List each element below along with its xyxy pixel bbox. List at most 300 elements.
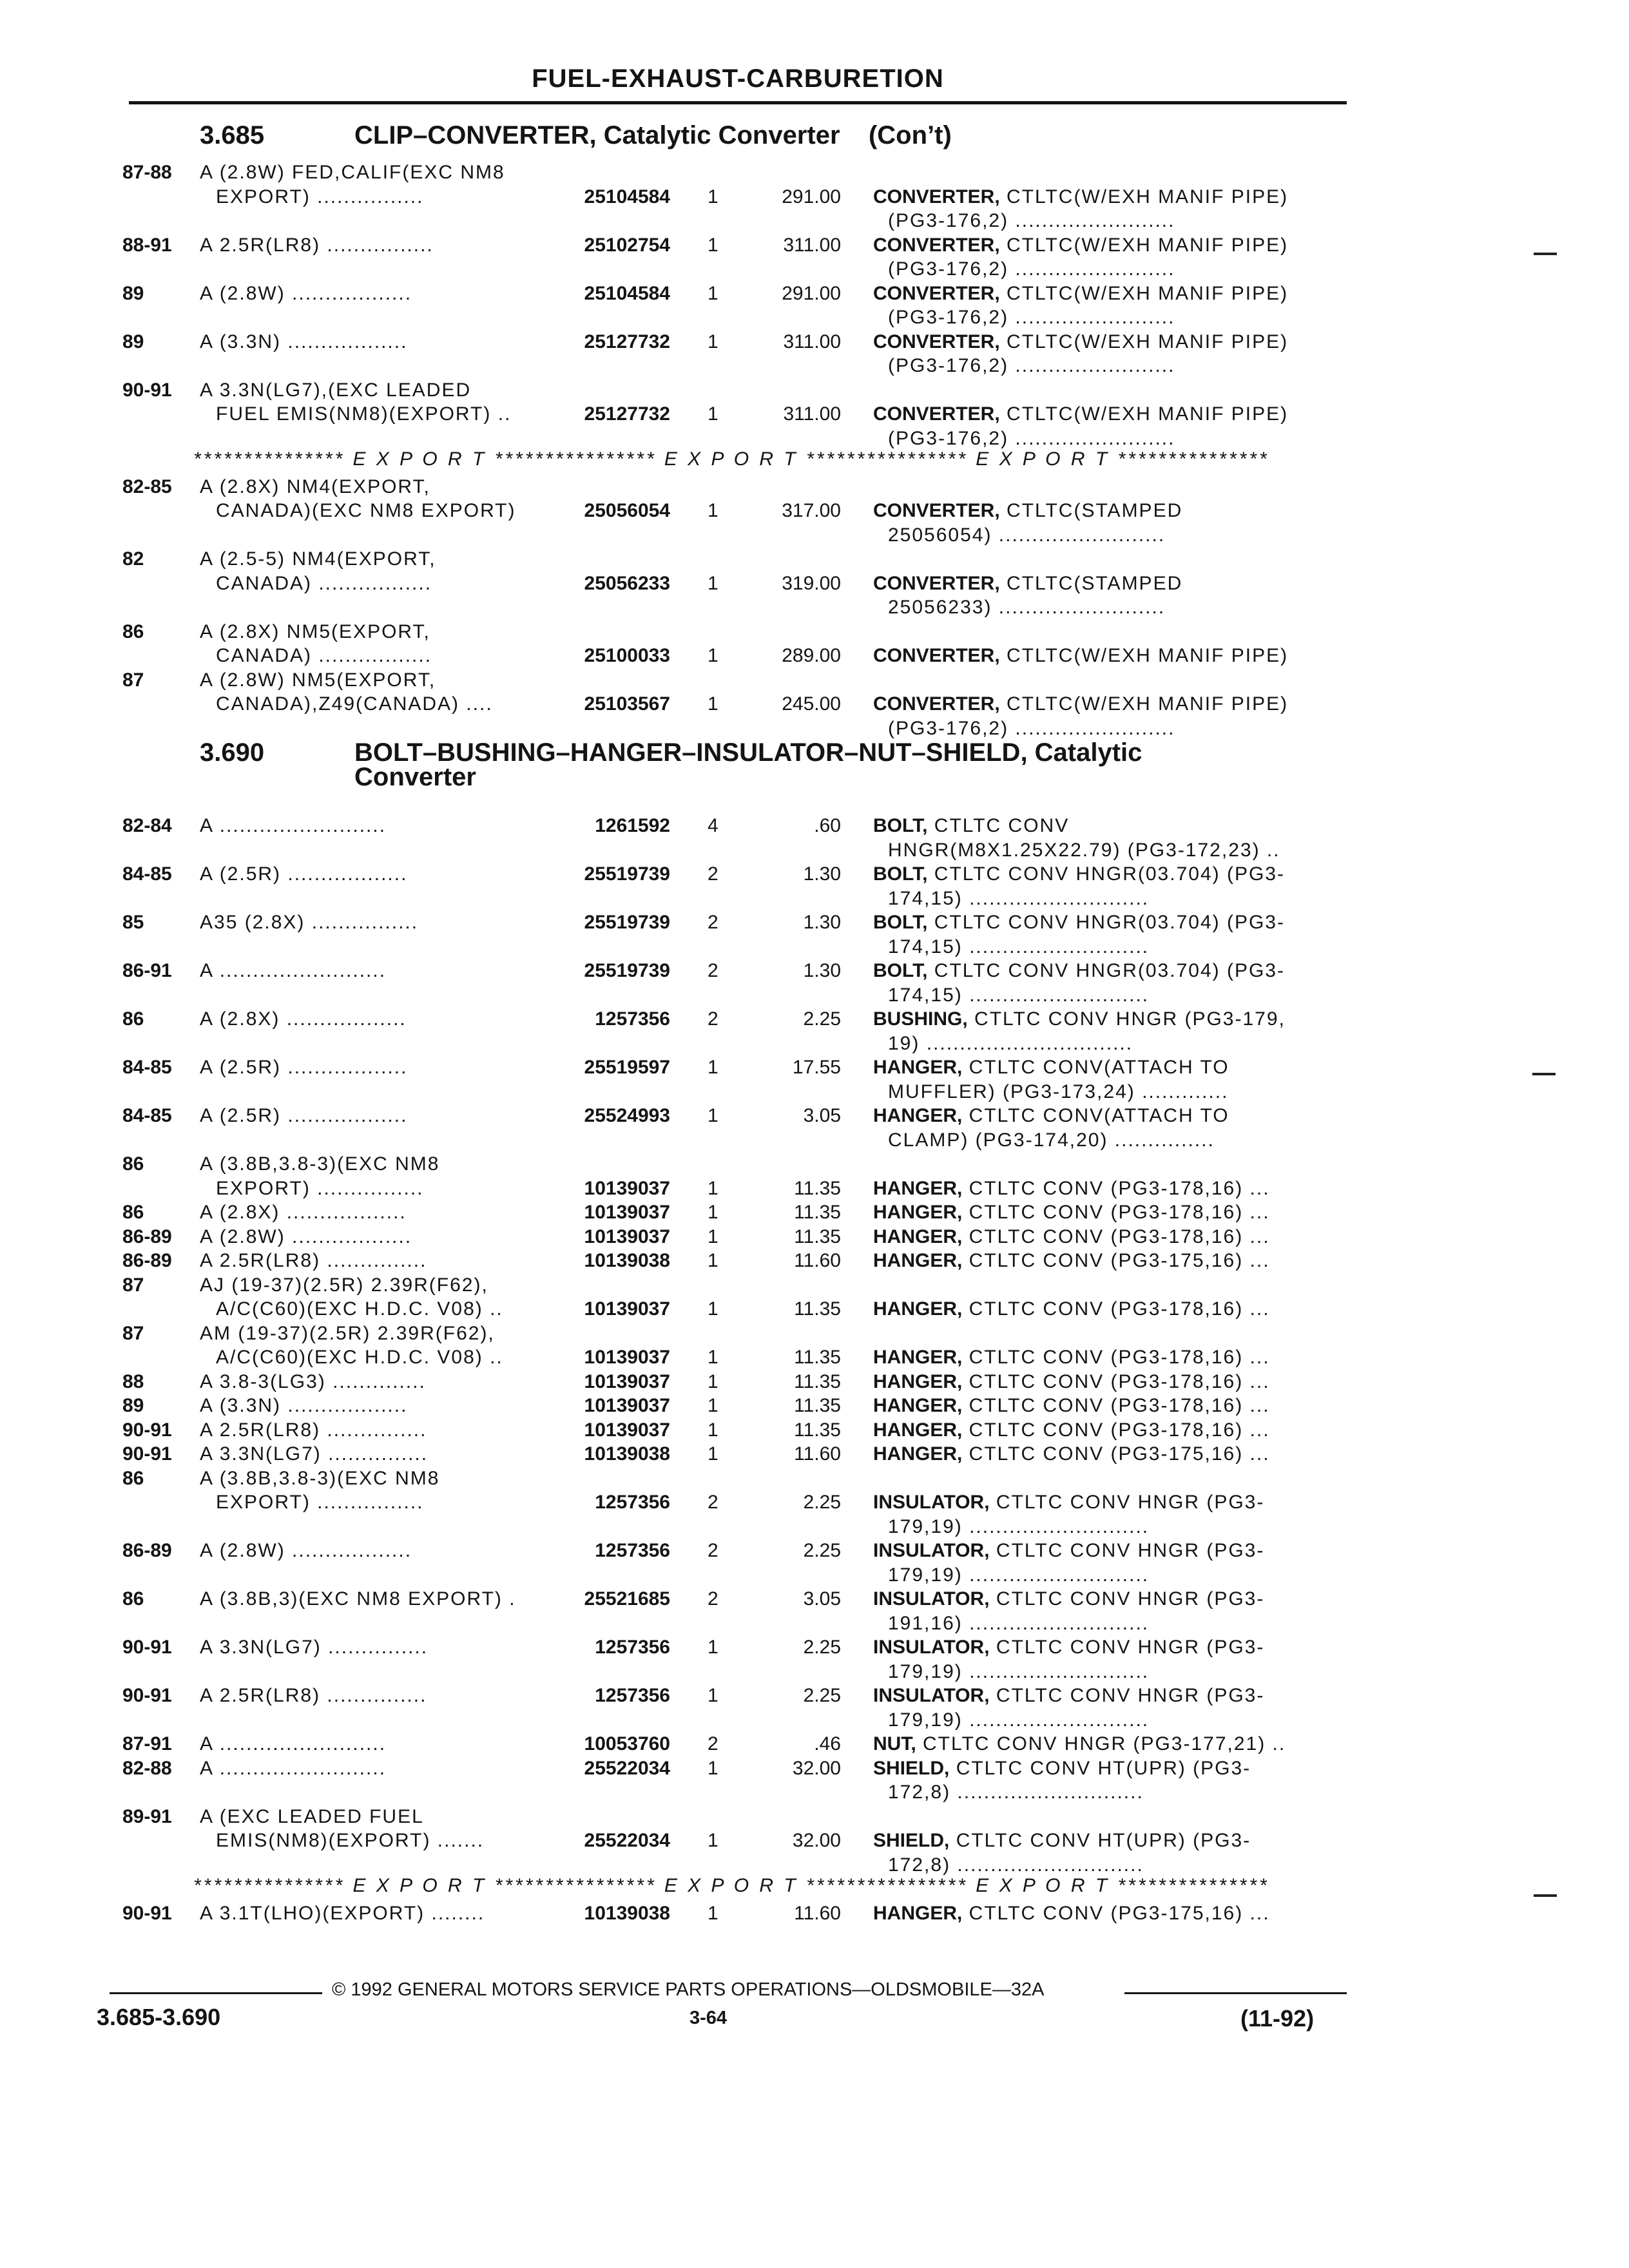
- part-description: [888, 717, 1175, 740]
- part-number: 10139037: [584, 1419, 670, 1441]
- part-name: HANGER,: [873, 1902, 963, 1924]
- model-years: 82-84: [122, 815, 172, 836]
- quantity: 1: [708, 1250, 718, 1271]
- model-years: 89: [122, 331, 144, 352]
- part-detail: CTLTC CONV HNGR (PG3-: [989, 1637, 1265, 1658]
- price: .60: [814, 815, 841, 836]
- part-detail: CTLTC(W/EXH MANIF PIPE): [999, 186, 1289, 207]
- part-number: 10139037: [584, 1298, 670, 1320]
- part-description: [873, 282, 1288, 305]
- part-description: [888, 209, 1175, 233]
- part-name: INSULATOR,: [873, 1588, 990, 1610]
- part-name: HANGER,: [873, 1419, 963, 1441]
- part-description: [888, 354, 1175, 378]
- part-detail: CTLTC CONV (PG3-178,16) ...: [962, 1395, 1270, 1416]
- model-description: EMIS(NM8)(EXPORT) .......: [216, 1830, 485, 1851]
- part-description: [888, 1709, 1149, 1732]
- part-number: 10139038: [584, 1902, 670, 1924]
- part-name: HANGER,: [873, 1443, 963, 1465]
- model-description: A .........................: [200, 1757, 387, 1779]
- model-description: A (2.5R) ..................: [200, 1057, 408, 1078]
- part-description: [888, 306, 1175, 329]
- part-description: [888, 1612, 1149, 1635]
- part-detail: CTLTC(W/EXH MANIF PIPE): [999, 403, 1289, 425]
- part-name: HANGER,: [873, 1177, 963, 1199]
- part-detail: 172,8) ............................: [888, 1854, 1144, 1876]
- part-name: HANGER,: [873, 1250, 963, 1271]
- part-name: BOLT,: [873, 815, 928, 836]
- part-name: CONVERTER,: [873, 234, 1000, 256]
- part-number: 1257356: [595, 1540, 670, 1561]
- part-detail: CTLTC CONV HNGR (PG3-177,21) ..: [916, 1733, 1286, 1754]
- part-detail: (PG3-176,2) ........................: [888, 210, 1175, 231]
- part-name: CONVERTER,: [873, 500, 1000, 521]
- part-detail: CTLTC CONV HNGR(03.704) (PG3-: [927, 960, 1285, 981]
- model-description: A/C(C60)(EXC H.D.C. V08) ..: [216, 1347, 503, 1368]
- model-years: 90-91: [122, 1685, 172, 1706]
- model-years: 90-91: [122, 1443, 172, 1465]
- part-detail: CTLTC CONV HNGR (PG3-: [989, 1588, 1265, 1610]
- footer-section-range: 3.685-3.690: [97, 2004, 221, 2030]
- part-detail: CTLTC(STAMPED: [999, 572, 1183, 594]
- quantity: 1: [708, 282, 718, 304]
- part-description: [873, 1225, 1270, 1249]
- part-description: [888, 258, 1175, 281]
- part-description: [873, 1443, 1270, 1466]
- quantity: 1: [708, 1177, 718, 1199]
- model-description: CANADA)(EXC NM8 EXPORT): [216, 500, 516, 521]
- part-detail: CTLTC CONV HT(UPR) (PG3-: [949, 1830, 1251, 1851]
- part-number: 10139037: [584, 1370, 670, 1392]
- part-number: 25104584: [584, 186, 670, 207]
- model-years: 86: [122, 1153, 144, 1175]
- quantity: 1: [708, 1347, 718, 1368]
- quantity: 1: [708, 234, 718, 256]
- price: 11.35: [794, 1347, 841, 1368]
- part-detail: 191,16) ...........................: [888, 1612, 1150, 1634]
- part-description: [873, 693, 1288, 716]
- quantity: 1: [708, 1443, 718, 1465]
- quantity: 1: [708, 1637, 718, 1658]
- quantity: 2: [708, 1540, 718, 1561]
- model-description: A (2.8X) NM4(EXPORT,: [200, 476, 430, 497]
- model-years: 86: [122, 620, 144, 642]
- model-description: A (3.8B,3.8-3)(EXC NM8: [200, 1153, 440, 1175]
- model-description: A/C(C60)(EXC H.D.C. V08) ..: [216, 1298, 503, 1320]
- part-detail: 25056233) .........................: [888, 597, 1166, 618]
- part-number: 1257356: [595, 1008, 670, 1030]
- price: 2.25: [803, 1492, 841, 1513]
- part-detail: CTLTC CONV (PG3-178,16) ...: [962, 1370, 1270, 1392]
- price: 311.00: [783, 331, 841, 352]
- model-description: FUEL EMIS(NM8)(EXPORT) ..: [216, 403, 512, 425]
- model-description: AJ (19-37)(2.5R) 2.39R(F62),: [200, 1274, 488, 1296]
- model-description: A .........................: [200, 960, 387, 981]
- part-detail: MUFFLER) (PG3-173,24) .............: [888, 1081, 1229, 1102]
- part-detail: CTLTC CONV (PG3-178,16) ...: [962, 1225, 1270, 1247]
- part-number: 10139037: [584, 1177, 670, 1199]
- part-detail: 179,19) ...........................: [888, 1660, 1150, 1682]
- part-description: [873, 1491, 1264, 1514]
- part-name: CONVERTER,: [873, 403, 1000, 425]
- model-years: 86-89: [122, 1250, 172, 1271]
- part-name: CONVERTER,: [873, 186, 1000, 207]
- part-description: [873, 959, 1285, 983]
- price: 11.35: [794, 1177, 841, 1199]
- price: 11.60: [794, 1902, 841, 1924]
- model-description: A 2.5R(LR8) ...............: [200, 1419, 427, 1441]
- model-years: 86-91: [122, 960, 172, 981]
- part-detail: CTLTC CONV HNGR (PG3-: [989, 1492, 1265, 1513]
- model-years: 89: [122, 1395, 144, 1416]
- part-detail: CTLTC CONV (PG3-175,16) ...: [962, 1443, 1270, 1465]
- model-years: 84-85: [122, 1105, 172, 1126]
- part-detail: CTLTC CONV (PG3-178,16) ...: [962, 1419, 1270, 1441]
- part-detail: CTLTC(STAMPED: [999, 500, 1183, 521]
- model-years: 86: [122, 1008, 144, 1030]
- part-description: [873, 1636, 1264, 1659]
- price: 311.00: [783, 234, 841, 256]
- part-name: CONVERTER,: [873, 572, 1000, 594]
- footer-rule-left: [110, 1992, 322, 1994]
- part-description: [873, 186, 1288, 209]
- price: 317.00: [782, 500, 841, 521]
- price: 2.25: [803, 1685, 841, 1706]
- footer-rule-right: [1124, 1992, 1347, 1994]
- model-description: A (2.5R) ..................: [200, 1105, 408, 1126]
- price: 291.00: [782, 282, 841, 304]
- part-description: [888, 1081, 1228, 1104]
- part-detail: CTLTC CONV HNGR (PG3-: [989, 1685, 1265, 1706]
- model-description: A 3.8-3(LG3) ..............: [200, 1370, 426, 1392]
- part-name: HANGER,: [873, 1347, 963, 1368]
- part-description: [888, 887, 1149, 910]
- model-description: A (3.3N) ..................: [200, 331, 408, 352]
- part-description: [873, 234, 1288, 257]
- quantity: 1: [708, 1105, 718, 1126]
- part-detail: CTLTC(W/EXH MANIF PIPE): [999, 645, 1289, 666]
- part-number: 25519739: [584, 960, 670, 981]
- part-detail: CTLTC CONV: [927, 815, 1070, 836]
- model-years: 90-91: [122, 379, 172, 401]
- model-description: A .........................: [200, 815, 387, 836]
- part-number: 10053760: [584, 1733, 670, 1754]
- part-detail: CTLTC CONV (PG3-175,16) ...: [962, 1250, 1270, 1271]
- part-name: NUT,: [873, 1733, 916, 1754]
- part-name: SHIELD,: [873, 1830, 950, 1851]
- part-detail: CTLTC(W/EXH MANIF PIPE): [999, 331, 1289, 352]
- quantity: 1: [708, 1370, 718, 1392]
- part-name: HANGER,: [873, 1202, 963, 1223]
- part-detail: CTLTC CONV (PG3-175,16) ...: [962, 1902, 1270, 1924]
- model-description: A 2.5R(LR8) ...............: [200, 1685, 427, 1706]
- model-description: A 2.5R(LR8) ...............: [200, 1250, 427, 1271]
- price: 11.35: [794, 1298, 841, 1320]
- part-number: 10139038: [584, 1250, 670, 1271]
- part-number: 25103567: [584, 693, 670, 715]
- part-detail: CTLTC CONV HNGR (PG3-179,: [967, 1008, 1286, 1030]
- quantity: 2: [708, 912, 718, 933]
- part-description: [873, 1757, 1251, 1780]
- model-years: 82-85: [122, 476, 172, 497]
- model-description: A (2.8X) NM5(EXPORT,: [200, 620, 430, 642]
- part-name: CONVERTER,: [873, 331, 1000, 352]
- quantity: 1: [708, 1757, 718, 1779]
- price: 2.25: [803, 1540, 841, 1561]
- part-detail: CTLTC CONV HNGR(03.704) (PG3-: [927, 863, 1285, 885]
- model-years: 90-91: [122, 1902, 172, 1924]
- part-number: 25524993: [584, 1105, 670, 1126]
- quantity: 1: [708, 1685, 718, 1706]
- model-years: 86: [122, 1588, 144, 1610]
- part-description: [873, 1298, 1270, 1321]
- margin-mark: [1532, 1073, 1556, 1075]
- quantity: 1: [708, 403, 718, 425]
- section-heading: BOLT–BUSHING–HANGER–INSULATOR–NUT–SHIELD, Catalytic: [354, 738, 1142, 767]
- part-detail: (PG3-176,2) ........................: [888, 427, 1175, 449]
- quantity: 1: [708, 1395, 718, 1416]
- part-description: [873, 1249, 1270, 1273]
- part-description: [888, 1660, 1149, 1684]
- footer-date: (11-92): [1240, 2005, 1315, 2032]
- price: 2.25: [803, 1008, 841, 1030]
- part-description: [873, 1177, 1270, 1200]
- quantity: 1: [708, 186, 718, 207]
- price: 1.30: [803, 863, 841, 885]
- quantity: 2: [708, 863, 718, 885]
- part-description: [873, 644, 1288, 668]
- part-name: HANGER,: [873, 1370, 963, 1392]
- quantity: 1: [708, 1298, 718, 1320]
- part-description: [888, 596, 1165, 619]
- model-description: A .........................: [200, 1733, 387, 1754]
- part-detail: 174,15) ...........................: [888, 887, 1150, 909]
- model-years: 84-85: [122, 1057, 172, 1078]
- part-name: BOLT,: [873, 960, 928, 981]
- part-number: 25127732: [584, 331, 670, 352]
- part-description: [873, 1346, 1270, 1369]
- part-number: 25056233: [584, 572, 670, 594]
- model-years: 85: [122, 912, 144, 933]
- quantity: 2: [708, 1588, 718, 1610]
- model-description: A (2.8W) FED,CALIF(EXC NM8: [200, 162, 505, 183]
- model-description: CANADA) .................: [216, 572, 432, 594]
- part-detail: CTLTC CONV HNGR (PG3-: [989, 1540, 1265, 1561]
- part-description: [888, 1515, 1149, 1539]
- model-years: 90-91: [122, 1419, 172, 1441]
- part-detail: CTLTC(W/EXH MANIF PIPE): [999, 693, 1289, 715]
- part-number: 25519739: [584, 863, 670, 885]
- part-detail: CTLTC CONV (PG3-178,16) ...: [962, 1177, 1270, 1199]
- section-number: 3.685: [200, 121, 265, 149]
- part-description: [888, 839, 1280, 862]
- section-number: 3.690: [200, 738, 265, 767]
- quantity: 1: [708, 1830, 718, 1851]
- part-detail: 179,19) ...........................: [888, 1515, 1150, 1537]
- part-name: INSULATOR,: [873, 1492, 990, 1513]
- price: 32.00: [792, 1757, 841, 1779]
- part-description: [888, 936, 1149, 959]
- part-name: HANGER,: [873, 1298, 963, 1320]
- part-number: 1257356: [595, 1685, 670, 1706]
- quantity: 1: [708, 1225, 718, 1247]
- part-name: BUSHING,: [873, 1008, 968, 1030]
- model-years: 87-88: [122, 162, 172, 183]
- part-description: [873, 1733, 1286, 1756]
- part-description: [873, 1902, 1270, 1925]
- part-description: [873, 814, 1069, 838]
- part-detail: 25056054) .........................: [888, 524, 1166, 546]
- quantity: 1: [708, 572, 718, 594]
- model-description: A (2.8W) ..................: [200, 1540, 412, 1561]
- page-header-title: FUEL-EXHAUST-CARBURETION: [532, 64, 944, 93]
- model-description: CANADA),Z49(CANADA) ....: [216, 693, 493, 715]
- model-description: A 3.3N(LG7) ...............: [200, 1637, 429, 1658]
- part-name: INSULATOR,: [873, 1540, 990, 1561]
- model-years: 87: [122, 1274, 144, 1296]
- part-detail: (PG3-176,2) ........................: [888, 717, 1175, 739]
- part-number: 10139038: [584, 1443, 670, 1465]
- part-number: 25521685: [584, 1588, 670, 1610]
- part-description: [888, 524, 1165, 547]
- price: 32.00: [792, 1830, 841, 1851]
- model-description: EXPORT) ................: [216, 1492, 424, 1513]
- quantity: 1: [708, 1419, 718, 1441]
- part-detail: HNGR(M8X1.25X22.79) (PG3-172,23) ..: [888, 839, 1280, 861]
- part-detail: 174,15) ...........................: [888, 936, 1150, 957]
- model-years: 87: [122, 669, 144, 691]
- price: 11.35: [794, 1370, 841, 1392]
- model-years: 86: [122, 1467, 144, 1489]
- model-years: 87: [122, 1322, 144, 1344]
- price: 291.00: [782, 186, 841, 207]
- part-description: [873, 1008, 1286, 1031]
- part-number: 25100033: [584, 645, 670, 666]
- part-number: 1257356: [595, 1637, 670, 1658]
- quantity: 2: [708, 1008, 718, 1030]
- model-description: A (2.8X) ..................: [200, 1008, 407, 1030]
- price: 11.35: [794, 1202, 841, 1223]
- part-detail: (PG3-176,2) ........................: [888, 355, 1175, 376]
- model-description: A (2.5R) ..................: [200, 863, 408, 885]
- part-number: 10139037: [584, 1347, 670, 1368]
- part-name: INSULATOR,: [873, 1685, 990, 1706]
- part-number: 10139037: [584, 1395, 670, 1416]
- export-divider: *************** E X P O R T **************** E X P O R T **************** E X P O R T ***************: [193, 448, 1269, 470]
- part-name: INSULATOR,: [873, 1637, 990, 1658]
- price: 1.30: [803, 960, 841, 981]
- model-description: EXPORT) ................: [216, 1177, 424, 1199]
- quantity: 2: [708, 960, 718, 981]
- part-detail: 179,19) ...........................: [888, 1709, 1150, 1731]
- part-number: 25519597: [584, 1057, 670, 1078]
- price: 3.05: [803, 1105, 841, 1126]
- part-description: [888, 1129, 1215, 1152]
- part-number: 25519739: [584, 912, 670, 933]
- model-years: 86: [122, 1202, 144, 1223]
- part-detail: (PG3-176,2) ........................: [888, 258, 1175, 280]
- part-number: 25522034: [584, 1830, 670, 1851]
- part-detail: CTLTC CONV (PG3-178,16) ...: [962, 1298, 1270, 1320]
- model-description: A (EXC LEADED FUEL: [200, 1805, 424, 1827]
- price: 2.25: [803, 1637, 841, 1658]
- model-years: 90-91: [122, 1637, 172, 1658]
- model-years: 82-88: [122, 1757, 172, 1779]
- part-detail: 174,15) ...........................: [888, 984, 1150, 1006]
- part-name: BOLT,: [873, 912, 928, 933]
- price: 11.60: [794, 1250, 841, 1271]
- part-description: [873, 1419, 1270, 1442]
- part-name: CONVERTER,: [873, 693, 1000, 715]
- part-description: [888, 1781, 1144, 1804]
- price: 11.35: [794, 1395, 841, 1416]
- quantity: 2: [708, 1492, 718, 1513]
- model-years: 88-91: [122, 234, 172, 256]
- quantity: 1: [708, 645, 718, 666]
- part-description: [873, 863, 1285, 886]
- part-detail: 179,19) ...........................: [888, 1564, 1150, 1586]
- part-name: BOLT,: [873, 863, 928, 885]
- price: 1.30: [803, 912, 841, 933]
- price: 245.00: [782, 693, 841, 715]
- part-description: [873, 1201, 1270, 1224]
- part-detail: CTLTC CONV (PG3-178,16) ...: [962, 1202, 1270, 1223]
- price: 11.35: [794, 1419, 841, 1441]
- part-detail: 172,8) ............................: [888, 1782, 1144, 1803]
- export-divider: *************** E X P O R T **************** E X P O R T **************** E X P O R T ***************: [193, 1875, 1269, 1896]
- model-description: A (2.8X) ..................: [200, 1202, 407, 1223]
- price: 311.00: [783, 403, 841, 425]
- model-description: A (3.8B,3)(EXC NM8 EXPORT) .: [200, 1588, 516, 1610]
- part-description: [888, 984, 1149, 1007]
- quantity: 1: [708, 1202, 718, 1223]
- quantity: 1: [708, 693, 718, 715]
- model-description: A (3.8B,3.8-3)(EXC NM8: [200, 1467, 440, 1489]
- price: 289.00: [782, 645, 841, 666]
- quantity: 2: [708, 1733, 718, 1754]
- part-number: 10139037: [584, 1202, 670, 1223]
- quantity: 1: [708, 500, 718, 521]
- part-description: [888, 1032, 1133, 1055]
- model-years: 88: [122, 1370, 144, 1392]
- model-description: CANADA) .................: [216, 645, 432, 666]
- part-description: [873, 1104, 1229, 1128]
- part-description: [873, 1056, 1229, 1079]
- section-heading-cont: Converter: [354, 763, 476, 791]
- part-description: [873, 403, 1288, 426]
- part-number: 25102754: [584, 234, 670, 256]
- part-description: [873, 572, 1182, 595]
- part-detail: CTLTC CONV(ATTACH TO: [962, 1057, 1229, 1078]
- price: .46: [814, 1733, 841, 1754]
- model-years: 89: [122, 282, 144, 304]
- part-detail: CTLTC CONV (PG3-178,16) ...: [962, 1347, 1270, 1368]
- quantity: 1: [708, 331, 718, 352]
- header-rule: [129, 101, 1347, 104]
- part-detail: (PG3-176,2) ........................: [888, 307, 1175, 328]
- model-description: A (2.5-5) NM4(EXPORT,: [200, 548, 436, 570]
- part-name: SHIELD,: [873, 1757, 950, 1779]
- model-description: AM (19-37)(2.5R) 2.39R(F62),: [200, 1322, 495, 1344]
- part-description: [873, 1588, 1264, 1611]
- part-description: [888, 1854, 1144, 1877]
- model-description: EXPORT) ................: [216, 186, 424, 207]
- part-description: [873, 1829, 1251, 1852]
- model-years: 86-89: [122, 1540, 172, 1561]
- part-number: 25127732: [584, 403, 670, 425]
- part-name: CONVERTER,: [873, 645, 1000, 666]
- part-name: HANGER,: [873, 1225, 963, 1247]
